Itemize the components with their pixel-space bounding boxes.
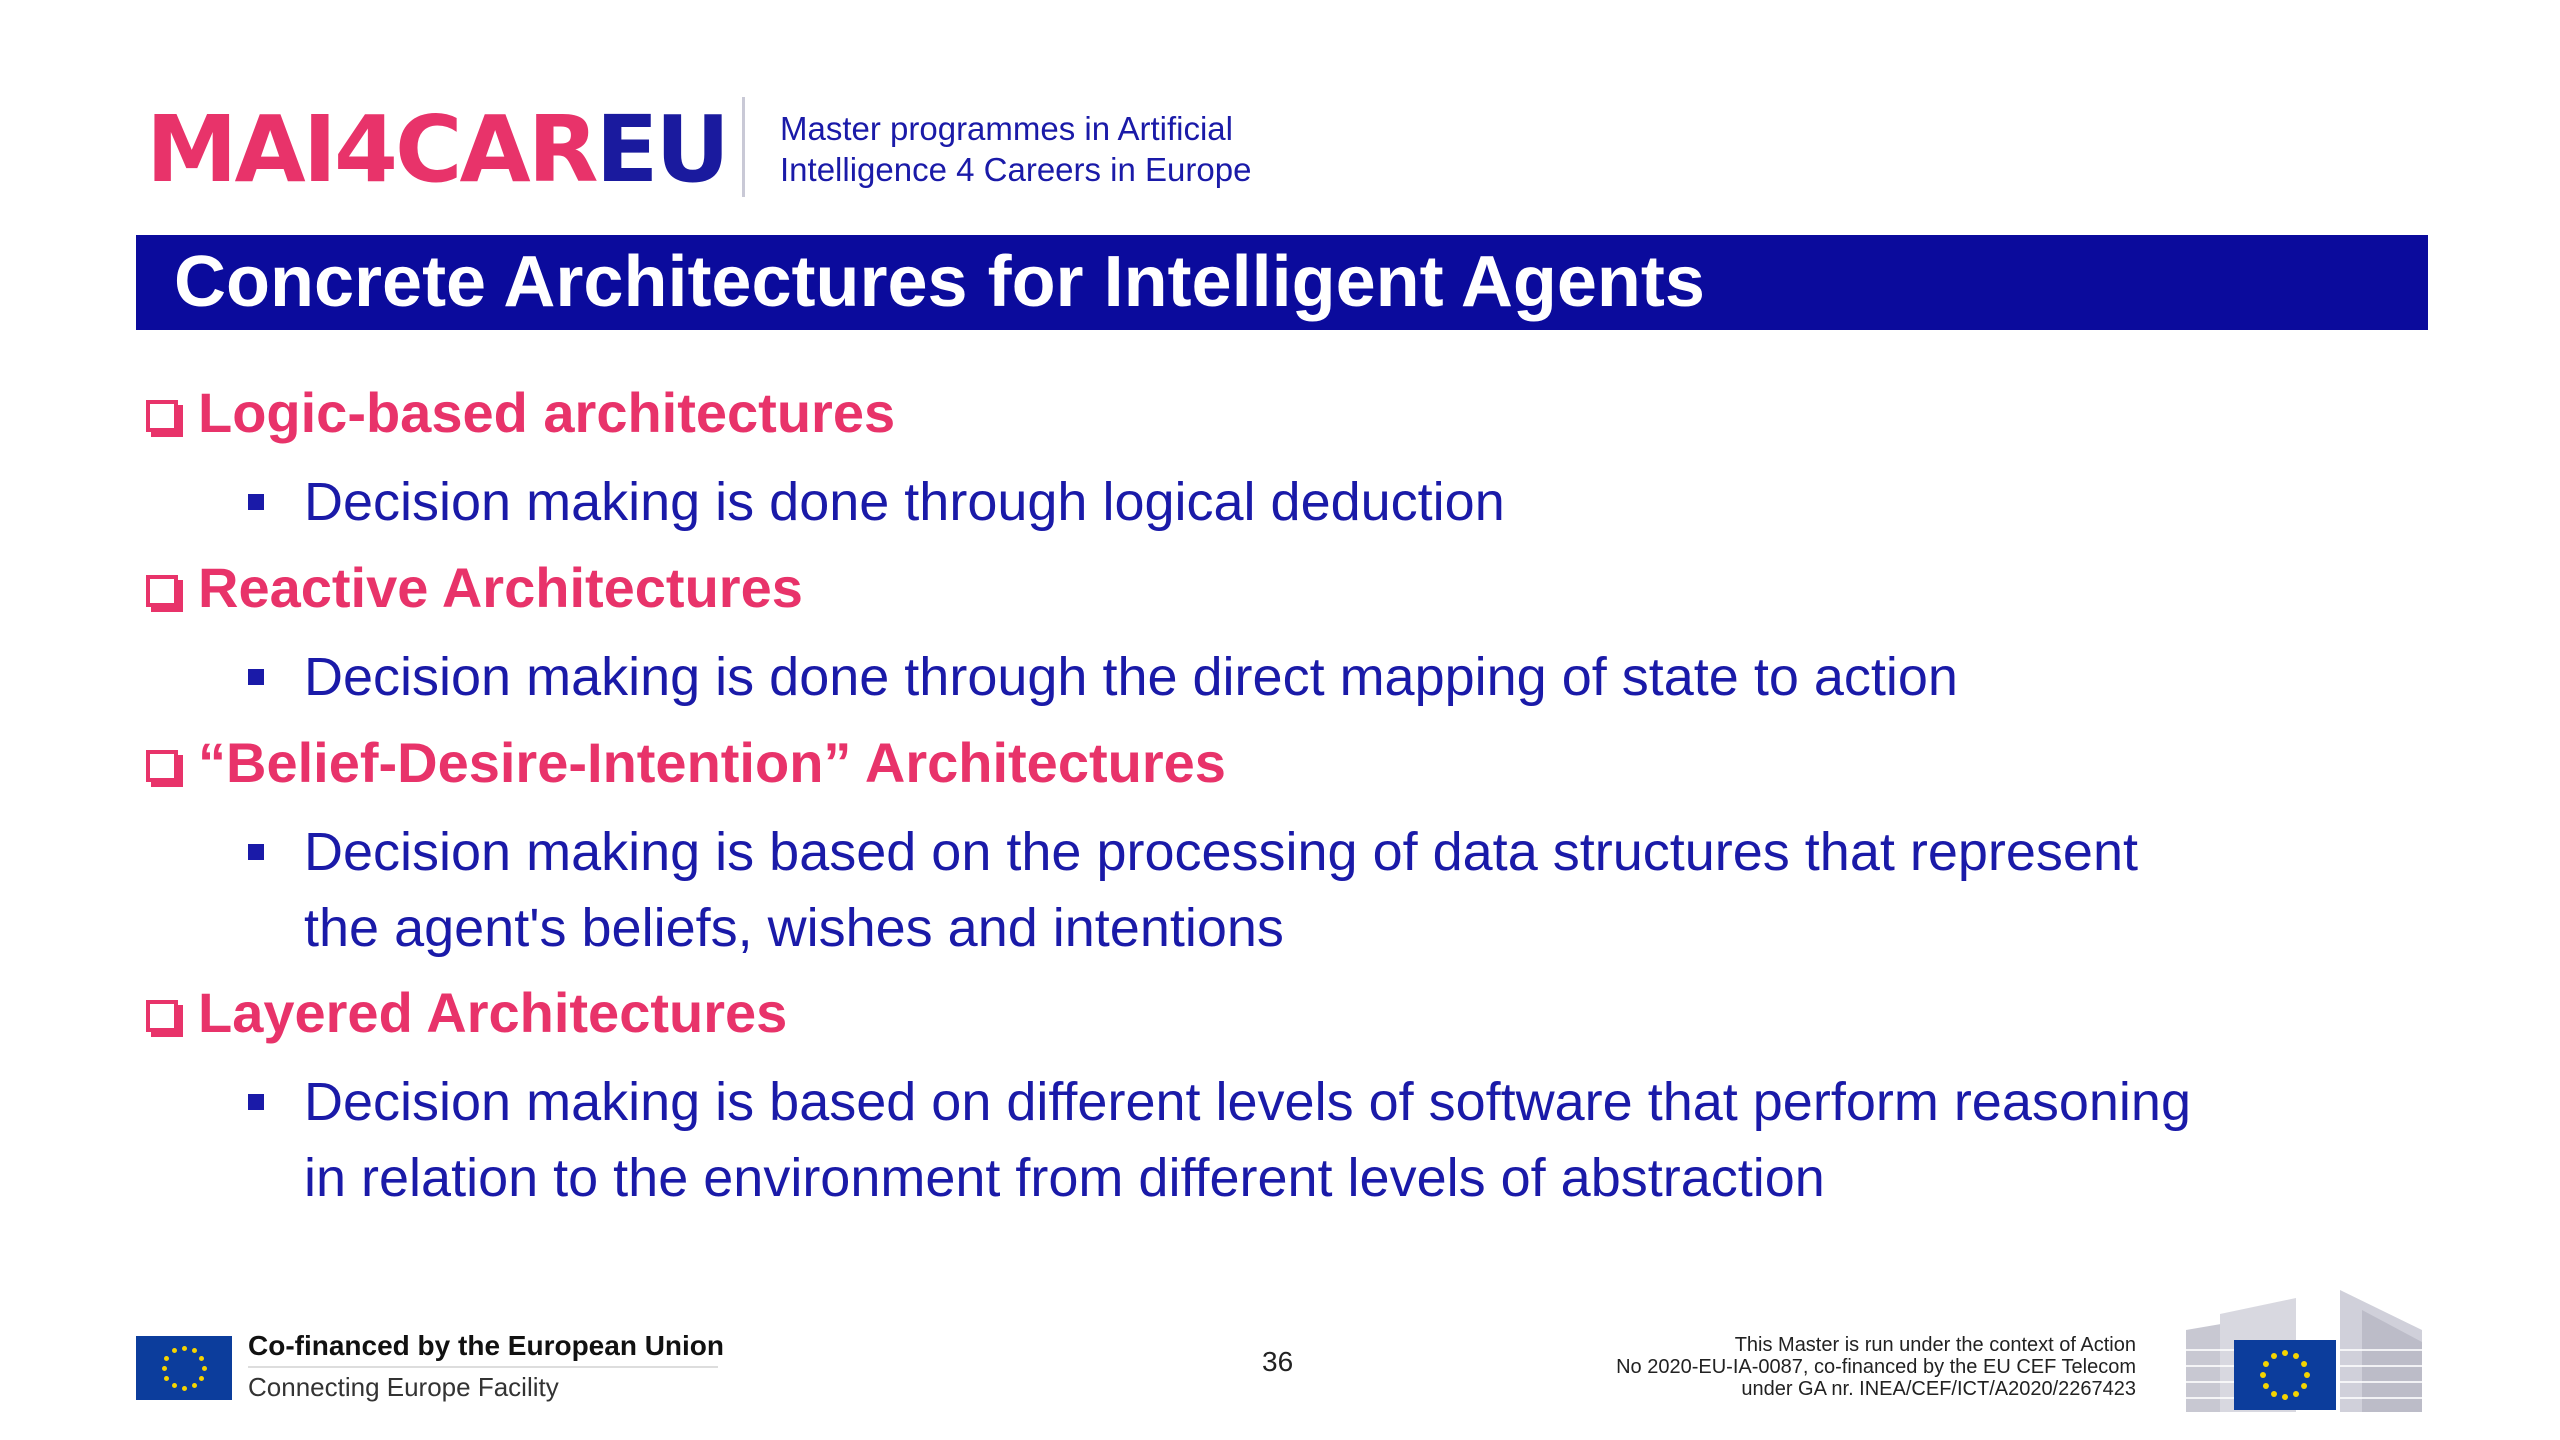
section-heading <box>146 555 803 621</box>
eu-star <box>2263 1361 2269 1367</box>
eu-star <box>164 1376 169 1381</box>
section-heading <box>146 730 1226 796</box>
eu-star <box>2301 1361 2307 1367</box>
bullet-text: Decision making is based on different levels of software that perform reasoning <box>304 1072 2191 1132</box>
action-note-line: No 2020-EU-IA-0087, co-financed by the EU CEF Telecom <box>1616 1356 2136 1378</box>
logo-part: EU <box>595 96 728 203</box>
bullet-text: in relation to the environment from different levels of abstraction <box>304 1148 1825 1208</box>
action-note-line: under GA nr. INEA/CEF/ICT/A2020/2267423 <box>1741 1378 2136 1400</box>
eu-flag-icon <box>136 1336 232 1400</box>
eu-star <box>182 1386 187 1391</box>
page-number: 36 <box>1262 1346 1294 1377</box>
eu-star <box>192 1383 197 1388</box>
eu-star <box>182 1346 187 1351</box>
eu-star <box>202 1366 207 1371</box>
checkbox-bullet-icon <box>146 1000 178 1032</box>
eu-star <box>172 1383 177 1388</box>
title-bar <box>136 235 2428 330</box>
eu-star <box>2293 1353 2299 1359</box>
logo-part: MAI <box>146 96 334 203</box>
eu-star <box>192 1348 197 1353</box>
eu-star <box>2271 1391 2277 1397</box>
eu-star <box>199 1376 204 1381</box>
eu-star <box>172 1348 177 1353</box>
checkbox-bullet-icon <box>146 750 178 782</box>
bullet-text: Decision making is based on the processing of data structures that represent <box>304 822 2138 882</box>
eu-star <box>2304 1372 2310 1378</box>
logo-divider <box>742 97 745 197</box>
square-bullet-icon <box>248 669 264 685</box>
logo-part: 4 <box>333 96 395 203</box>
checkbox-bullet-icon <box>146 575 178 607</box>
eu-star <box>2260 1372 2266 1378</box>
section-heading-text: Logic-based architectures <box>198 381 896 444</box>
eu-star <box>2293 1391 2299 1397</box>
eu-star <box>2271 1353 2277 1359</box>
action-note-line: This Master is run under the context of Action <box>1734 1334 2136 1356</box>
tagline-line: Master programmes in Artificial <box>780 110 1233 147</box>
section-heading-text: Layered Architectures <box>198 981 788 1044</box>
slide-title: Concrete Architectures for Intelligent Agents <box>174 242 1705 322</box>
divider <box>248 1366 718 1368</box>
european-commission-logo-icon <box>2186 1290 2422 1412</box>
section-heading <box>146 380 895 446</box>
bullet-text: Decision making is done through the direct mapping of state to action <box>304 647 1958 707</box>
eu-star <box>2301 1383 2307 1389</box>
section-heading-text: “Belief-Desire-Intention” Architectures <box>198 731 1226 794</box>
cofinanced-label: Co-financed by the European Union <box>248 1330 725 1361</box>
action-note <box>1616 1334 2136 1400</box>
eu-star <box>2282 1350 2288 1356</box>
eu-star <box>2263 1383 2269 1389</box>
logo-part: CAR <box>395 96 596 203</box>
square-bullet-icon <box>248 1094 264 1110</box>
bullet-text: Decision making is done through logical deduction <box>304 472 1505 532</box>
section-heading-text: Reactive Architectures <box>198 556 803 619</box>
square-bullet-icon <box>248 844 264 860</box>
mai4careu-logo <box>146 96 728 203</box>
tagline-line: Intelligence 4 Careers in Europe <box>780 151 1252 188</box>
eu-star <box>162 1366 167 1371</box>
eu-star <box>2282 1394 2288 1400</box>
checkbox-bullet-icon <box>146 400 178 432</box>
eu-star <box>199 1356 204 1361</box>
square-bullet-icon <box>248 494 264 510</box>
tagline <box>780 108 1251 190</box>
bullet-text: the agent's beliefs, wishes and intentions <box>304 898 1284 958</box>
section-heading <box>146 980 787 1046</box>
eu-star <box>164 1356 169 1361</box>
facility-label: Connecting Europe Facility <box>248 1372 559 1402</box>
